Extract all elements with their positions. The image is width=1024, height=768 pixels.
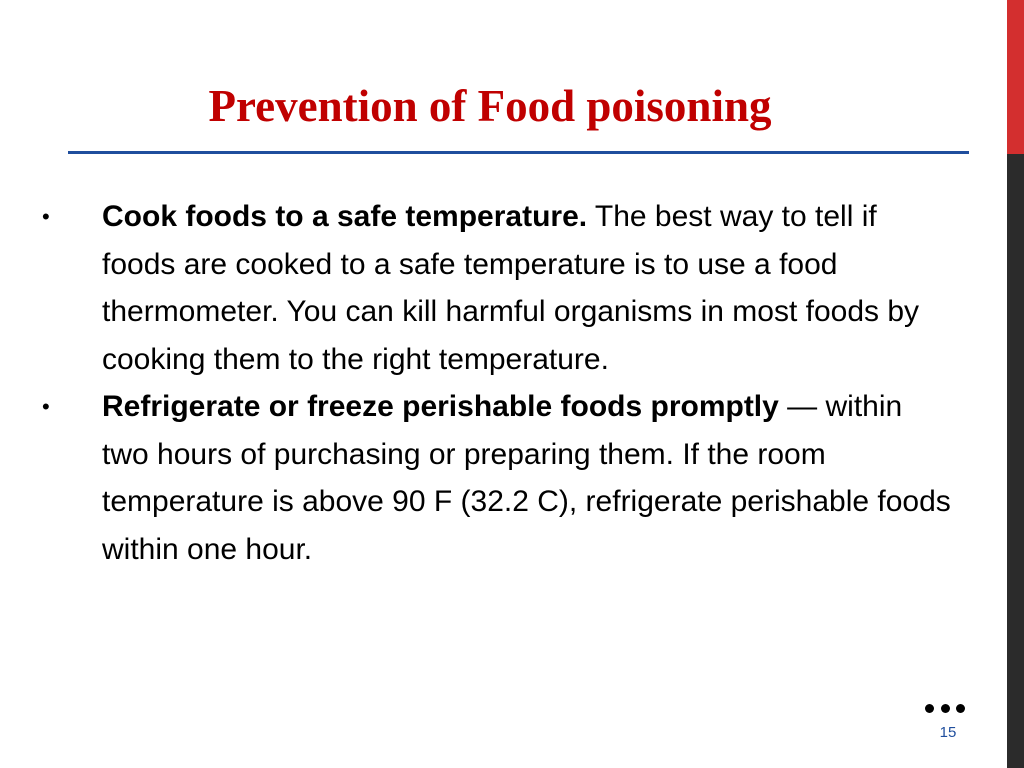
bullet-lead: Refrigerate or freeze perishable foods promptly bbox=[102, 390, 779, 423]
title-underline bbox=[68, 151, 969, 154]
bullet-icon bbox=[42, 193, 62, 241]
bullet-lead: Cook foods to a safe temperature. bbox=[102, 200, 588, 233]
edge-bar-dark bbox=[1007, 154, 1024, 768]
dot bbox=[925, 704, 934, 713]
bullet-text: The best way to tell if foods are cooked to a safe temperature is to use a food thermometer. You can kill harmful organisms in most foods by cooking them to the right temperature. bbox=[102, 200, 920, 376]
bullet-icon bbox=[42, 383, 62, 431]
edge-bar-red bbox=[1007, 0, 1024, 154]
bullet-item-cook-temperature bbox=[42, 193, 952, 383]
bullet-item-refrigerate bbox=[42, 383, 952, 573]
page-number: 15 bbox=[939, 724, 957, 741]
dot bbox=[941, 704, 950, 713]
more-dots-icon bbox=[925, 701, 965, 715]
slide-title: Prevention of Food poisoning bbox=[208, 81, 772, 131]
bullet-list bbox=[42, 193, 952, 573]
dot bbox=[956, 704, 965, 713]
bullet-text: — within two hours of purchasing or preparing them. If the room temperature is above 90 F (32.2 C), refrigerate perishable foods within one hour. bbox=[102, 390, 951, 566]
